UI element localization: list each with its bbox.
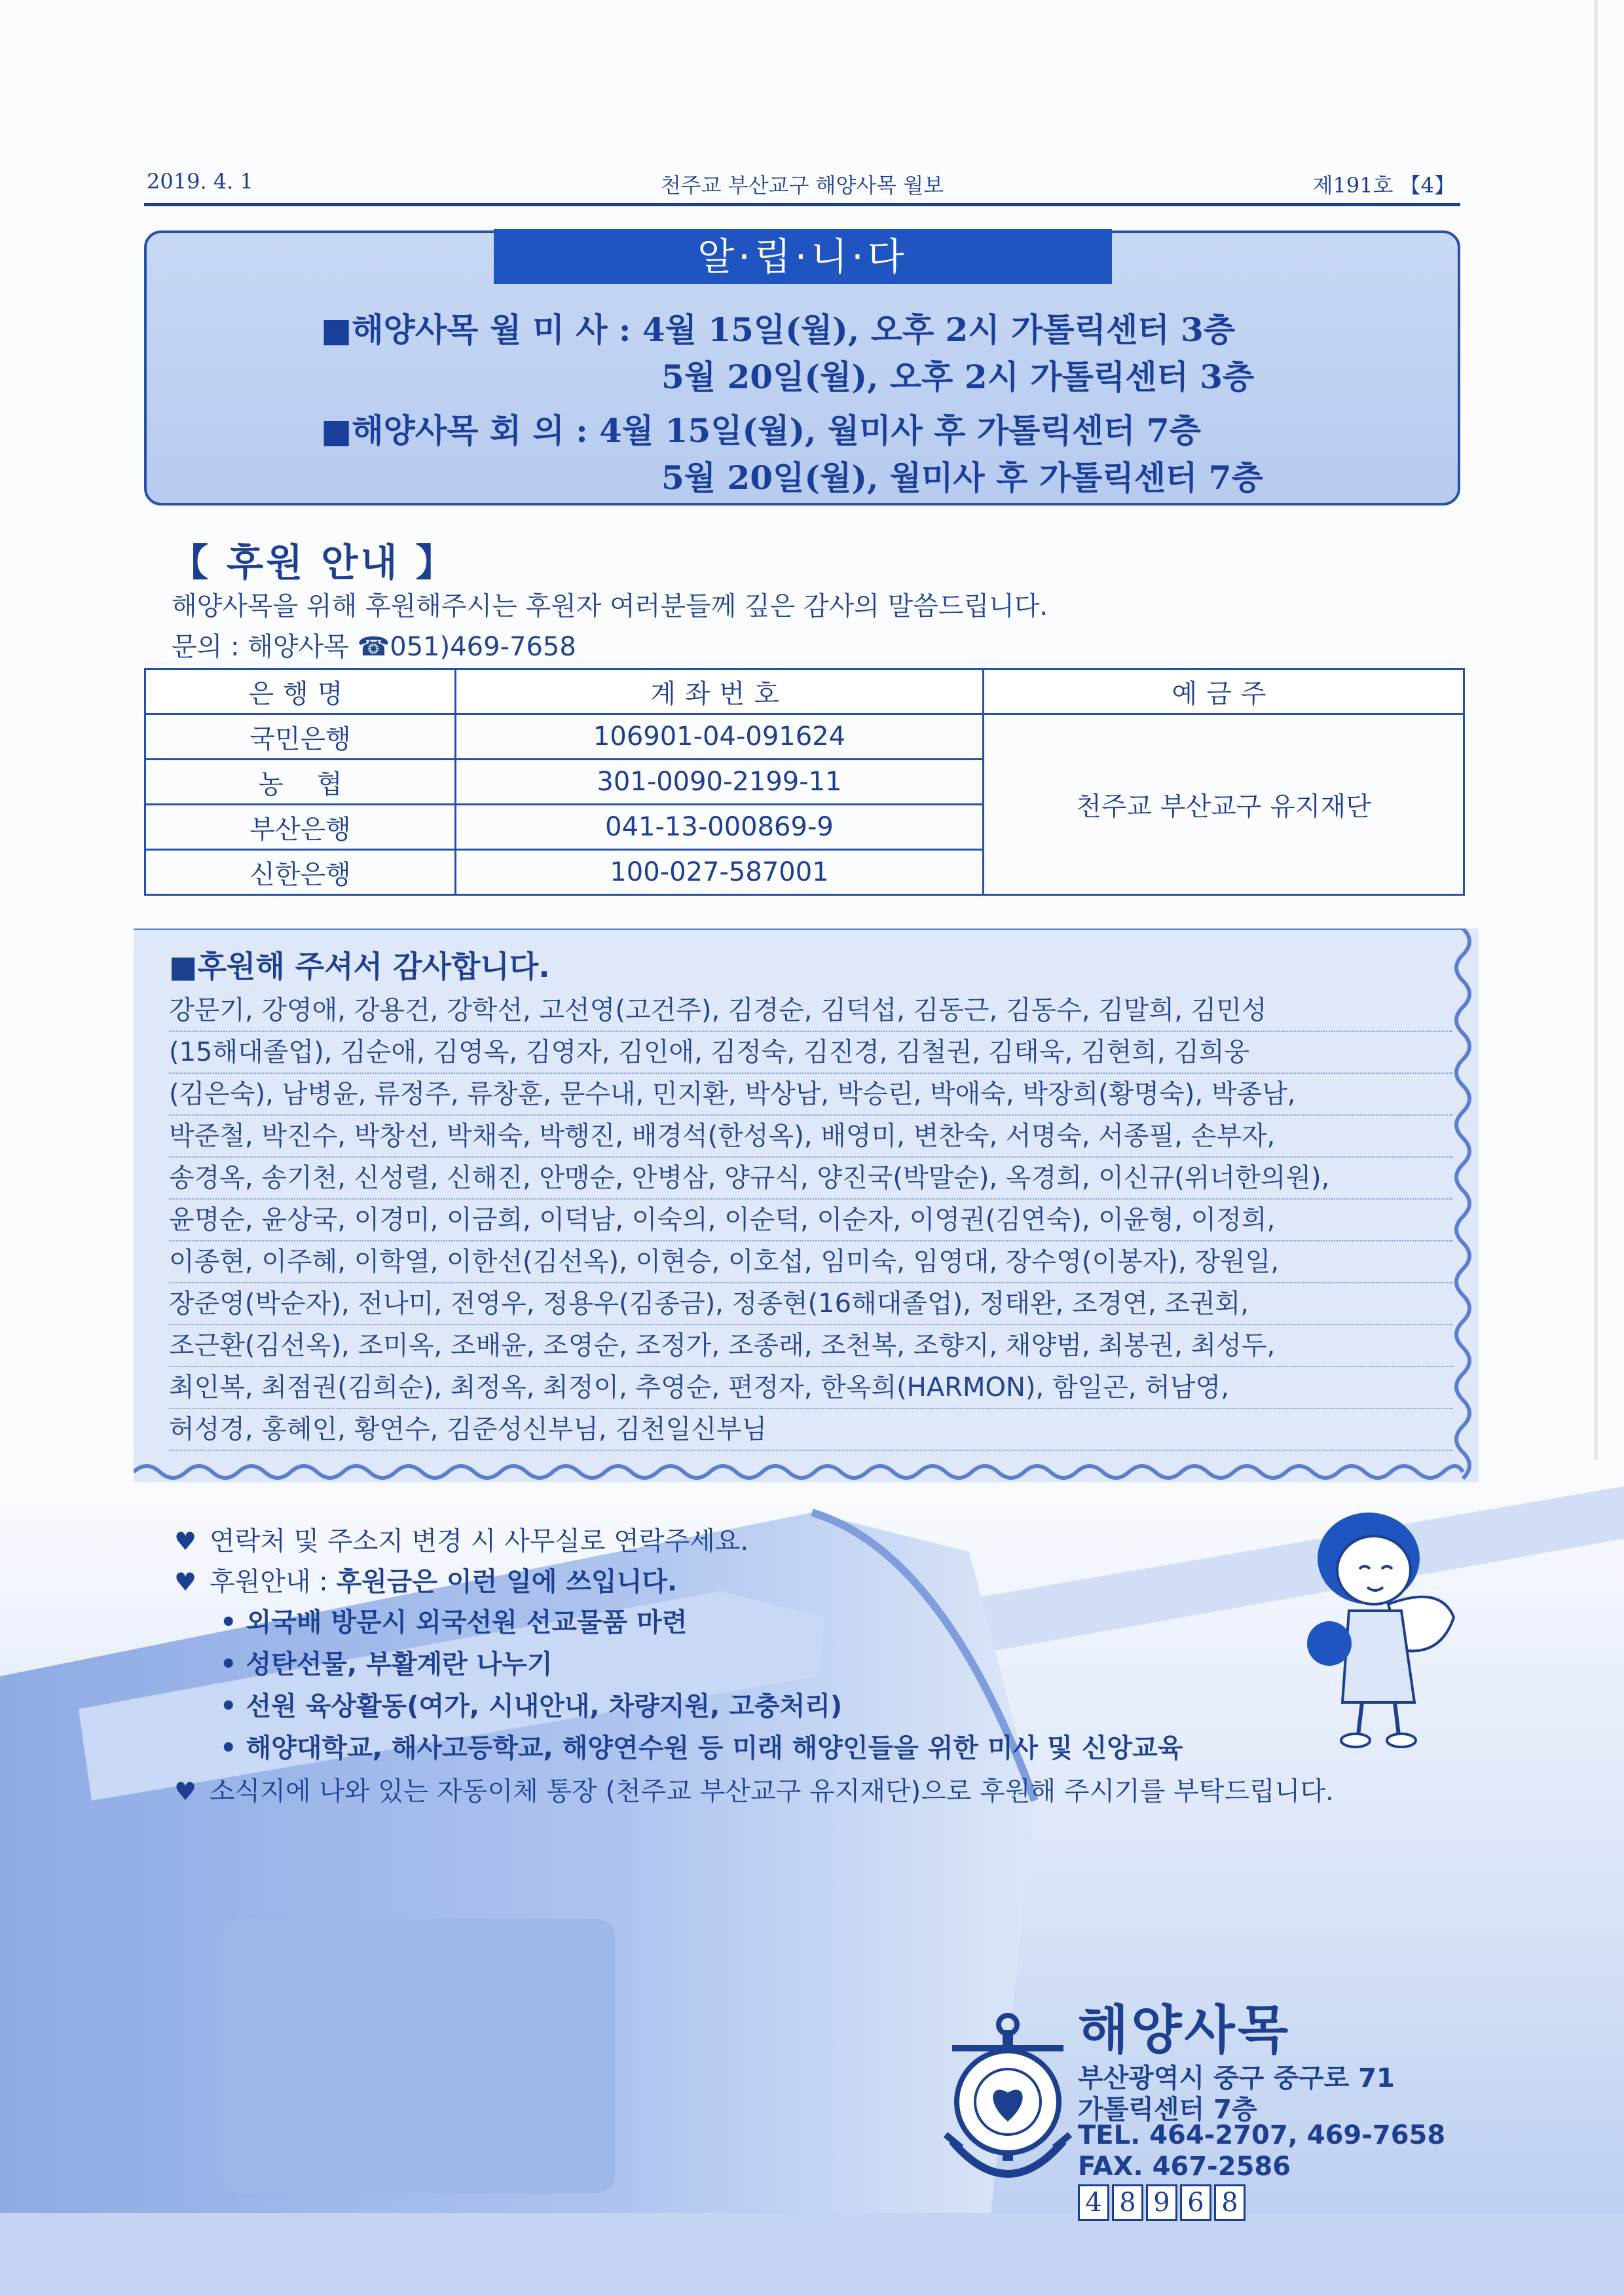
notice-line: ■해양사목 월 미 사 : 4월 15일(월), 오후 2시 가톨릭센터 3층 xyxy=(321,310,1236,349)
bank-name: 국민은행 xyxy=(145,714,456,760)
usage-item: • 외국배 방문시 외국선원 선교물품 마련 xyxy=(220,1607,688,1638)
note-text: 소식지에 나와 있는 자동이체 통장 (천주교 부산교구 유지재단)으로 후원해 주시기를 부탁드립니다. xyxy=(210,1776,1334,1807)
note-usage xyxy=(174,1561,677,1598)
donor-line: 조근환(김선옥), 조미옥, 조배윤, 조영순, 조정가, 조종래, 조천복, 조향지, 채양범, 최봉권, 최성두, xyxy=(169,1327,1452,1367)
postal-code xyxy=(1078,2184,1246,2220)
table-header-row xyxy=(145,669,1464,714)
note-bold-text: 후원금은 이런 일에 쓰입니다. xyxy=(336,1567,678,1597)
donor-line: 최인복, 최점권(김희순), 최정옥, 최정이, 추영순, 편정자, 한옥희(HARMON), 함일곤, 허남영, xyxy=(169,1368,1452,1409)
zip-digit: 8 xyxy=(1112,2184,1143,2221)
donor-line: (15해대졸업), 김순애, 김영옥, 김영자, 김인애, 김정숙, 김진경, 김철권, 김태욱, 김현희, 김희웅 xyxy=(169,1033,1452,1074)
notice-line: 5월 20일(월), 오후 2시 가톨릭센터 3층 xyxy=(661,358,1255,396)
bank-name: 부산은행 xyxy=(145,805,456,850)
angel-illustration xyxy=(1290,1506,1467,1755)
donor-line: 박준철, 박진수, 박창선, 박채숙, 박행진, 배경석(한성옥), 배영미, 변찬숙, 서명숙, 서종필, 손부자, xyxy=(169,1117,1452,1158)
usage-item: • 성탄선물, 부활계란 나누기 xyxy=(220,1649,553,1680)
donor-line: 장준영(박순자), 전나미, 전영우, 정용우(김종금), 정종현(16해대졸업), 정태완, 조경연, 조권회, xyxy=(169,1285,1452,1325)
zip-digit: 6 xyxy=(1180,2184,1211,2221)
donor-list-box xyxy=(134,928,1479,1482)
zip-digit: 9 xyxy=(1146,2184,1177,2221)
notice-line: 5월 20일(월), 월미사 후 가톨릭센터 7층 xyxy=(661,458,1263,497)
donor-line: 강문기, 강영애, 강용건, 강학선, 고선영(고건주), 김경순, 김덕섭, 김동근, 김동수, 김말희, 김민성 xyxy=(169,991,1452,1032)
heart-icon: ♥ xyxy=(174,1777,197,1806)
zip-digit: 8 xyxy=(1214,2184,1246,2221)
org-address-line1: 부산광역시 중구 중구로 71 xyxy=(1078,2063,1395,2093)
notice-title: 알·립·니·다 xyxy=(494,229,1112,284)
donor-line: 허성경, 홍혜인, 황연수, 김준성신부님, 김천일신부님 xyxy=(169,1410,1452,1451)
bank-account-table xyxy=(144,668,1465,896)
note-text: 연락처 및 주소지 변경 시 사무실로 연락주세요. xyxy=(210,1526,749,1556)
heart-icon: ♥ xyxy=(174,1527,197,1556)
note-text: 후원안내 : xyxy=(210,1567,337,1597)
bank-name: 농 협 xyxy=(145,760,456,805)
table-row xyxy=(145,714,1464,760)
account-number: 301-0090-2199-11 xyxy=(456,760,984,805)
account-number: 041-13-000869-9 xyxy=(456,805,984,850)
header-issue: 제191호 【4】 xyxy=(1312,173,1455,198)
donor-line: 윤명순, 윤상국, 이경미, 이금희, 이덕남, 이숙의, 이순덕, 이순자, 이영권(김연숙), 이윤형, 이정희, xyxy=(169,1201,1452,1241)
header-publication: 천주교 부산교구 해양사목 월보 xyxy=(660,173,944,198)
page-header xyxy=(144,169,1460,206)
notice-box xyxy=(144,230,1460,505)
donor-line: 송경옥, 송기천, 신성렬, 신해진, 안맹순, 안병삼, 양규식, 양진국(박말순), 옥경희, 이신규(위너한의원), xyxy=(169,1159,1452,1200)
account-number: 106901-04-091624 xyxy=(456,714,984,760)
heart-icon: ♥ xyxy=(174,1568,197,1596)
notice-line: ■해양사목 회 의 : 4월 15일(월), 월미사 후 가톨릭센터 7층 xyxy=(321,411,1201,450)
org-address-line2: 가톨릭센터 7층 xyxy=(1078,2095,1257,2125)
donors-title: ■후원해 주셔서 감사합니다. xyxy=(169,949,550,984)
anchor-logo-icon xyxy=(939,2010,1077,2187)
org-fax: FAX. 467-2586 xyxy=(1078,2152,1291,2182)
note-auto-transfer xyxy=(174,1771,1334,1808)
account-holder: 천주교 부산교구 유지재단 xyxy=(984,714,1464,895)
note-contact-change xyxy=(174,1520,748,1558)
account-number: 100-027-587001 xyxy=(456,850,984,895)
support-contact: 문의 : 해양사목 ☎051)469-7658 xyxy=(172,632,576,662)
org-name: 해양사목 xyxy=(1078,2000,1291,2061)
support-heading: 【 후원 안내 】 xyxy=(170,540,456,585)
usage-item: • 해양대학교, 해사고등학교, 해양연수원 등 미래 해양인들을 위한 미사 및 신앙교육 xyxy=(220,1733,1183,1763)
column-header-bank: 은행명 xyxy=(145,669,456,714)
donor-line: 이종현, 이주혜, 이학열, 이한선(김선옥), 이현승, 이호섭, 임미숙, 임영대, 장수영(이봉자), 장원일, xyxy=(169,1243,1452,1283)
org-tel: TEL. 464-2707, 469-7658 xyxy=(1078,2120,1446,2150)
bank-name: 신한은행 xyxy=(145,850,456,895)
header-date: 2019. 4. 1 xyxy=(147,169,253,194)
column-header-holder: 예금주 xyxy=(984,669,1464,714)
donor-line: (김은숙), 남병윤, 류정주, 류창훈, 문수내, 민지환, 박상남, 박승린, 박애숙, 박장희(황명숙), 박종남, xyxy=(169,1075,1452,1116)
usage-item: • 선원 육상활동(여가, 시내안내, 차량지원, 고충처리) xyxy=(220,1691,843,1721)
support-intro: 해양사목을 위해 후원해주시는 후원자 여러분들께 깊은 감사의 말씀드립니다. xyxy=(172,591,1048,621)
zip-digit: 4 xyxy=(1078,2184,1109,2221)
column-header-account: 계좌번호 xyxy=(456,669,984,714)
